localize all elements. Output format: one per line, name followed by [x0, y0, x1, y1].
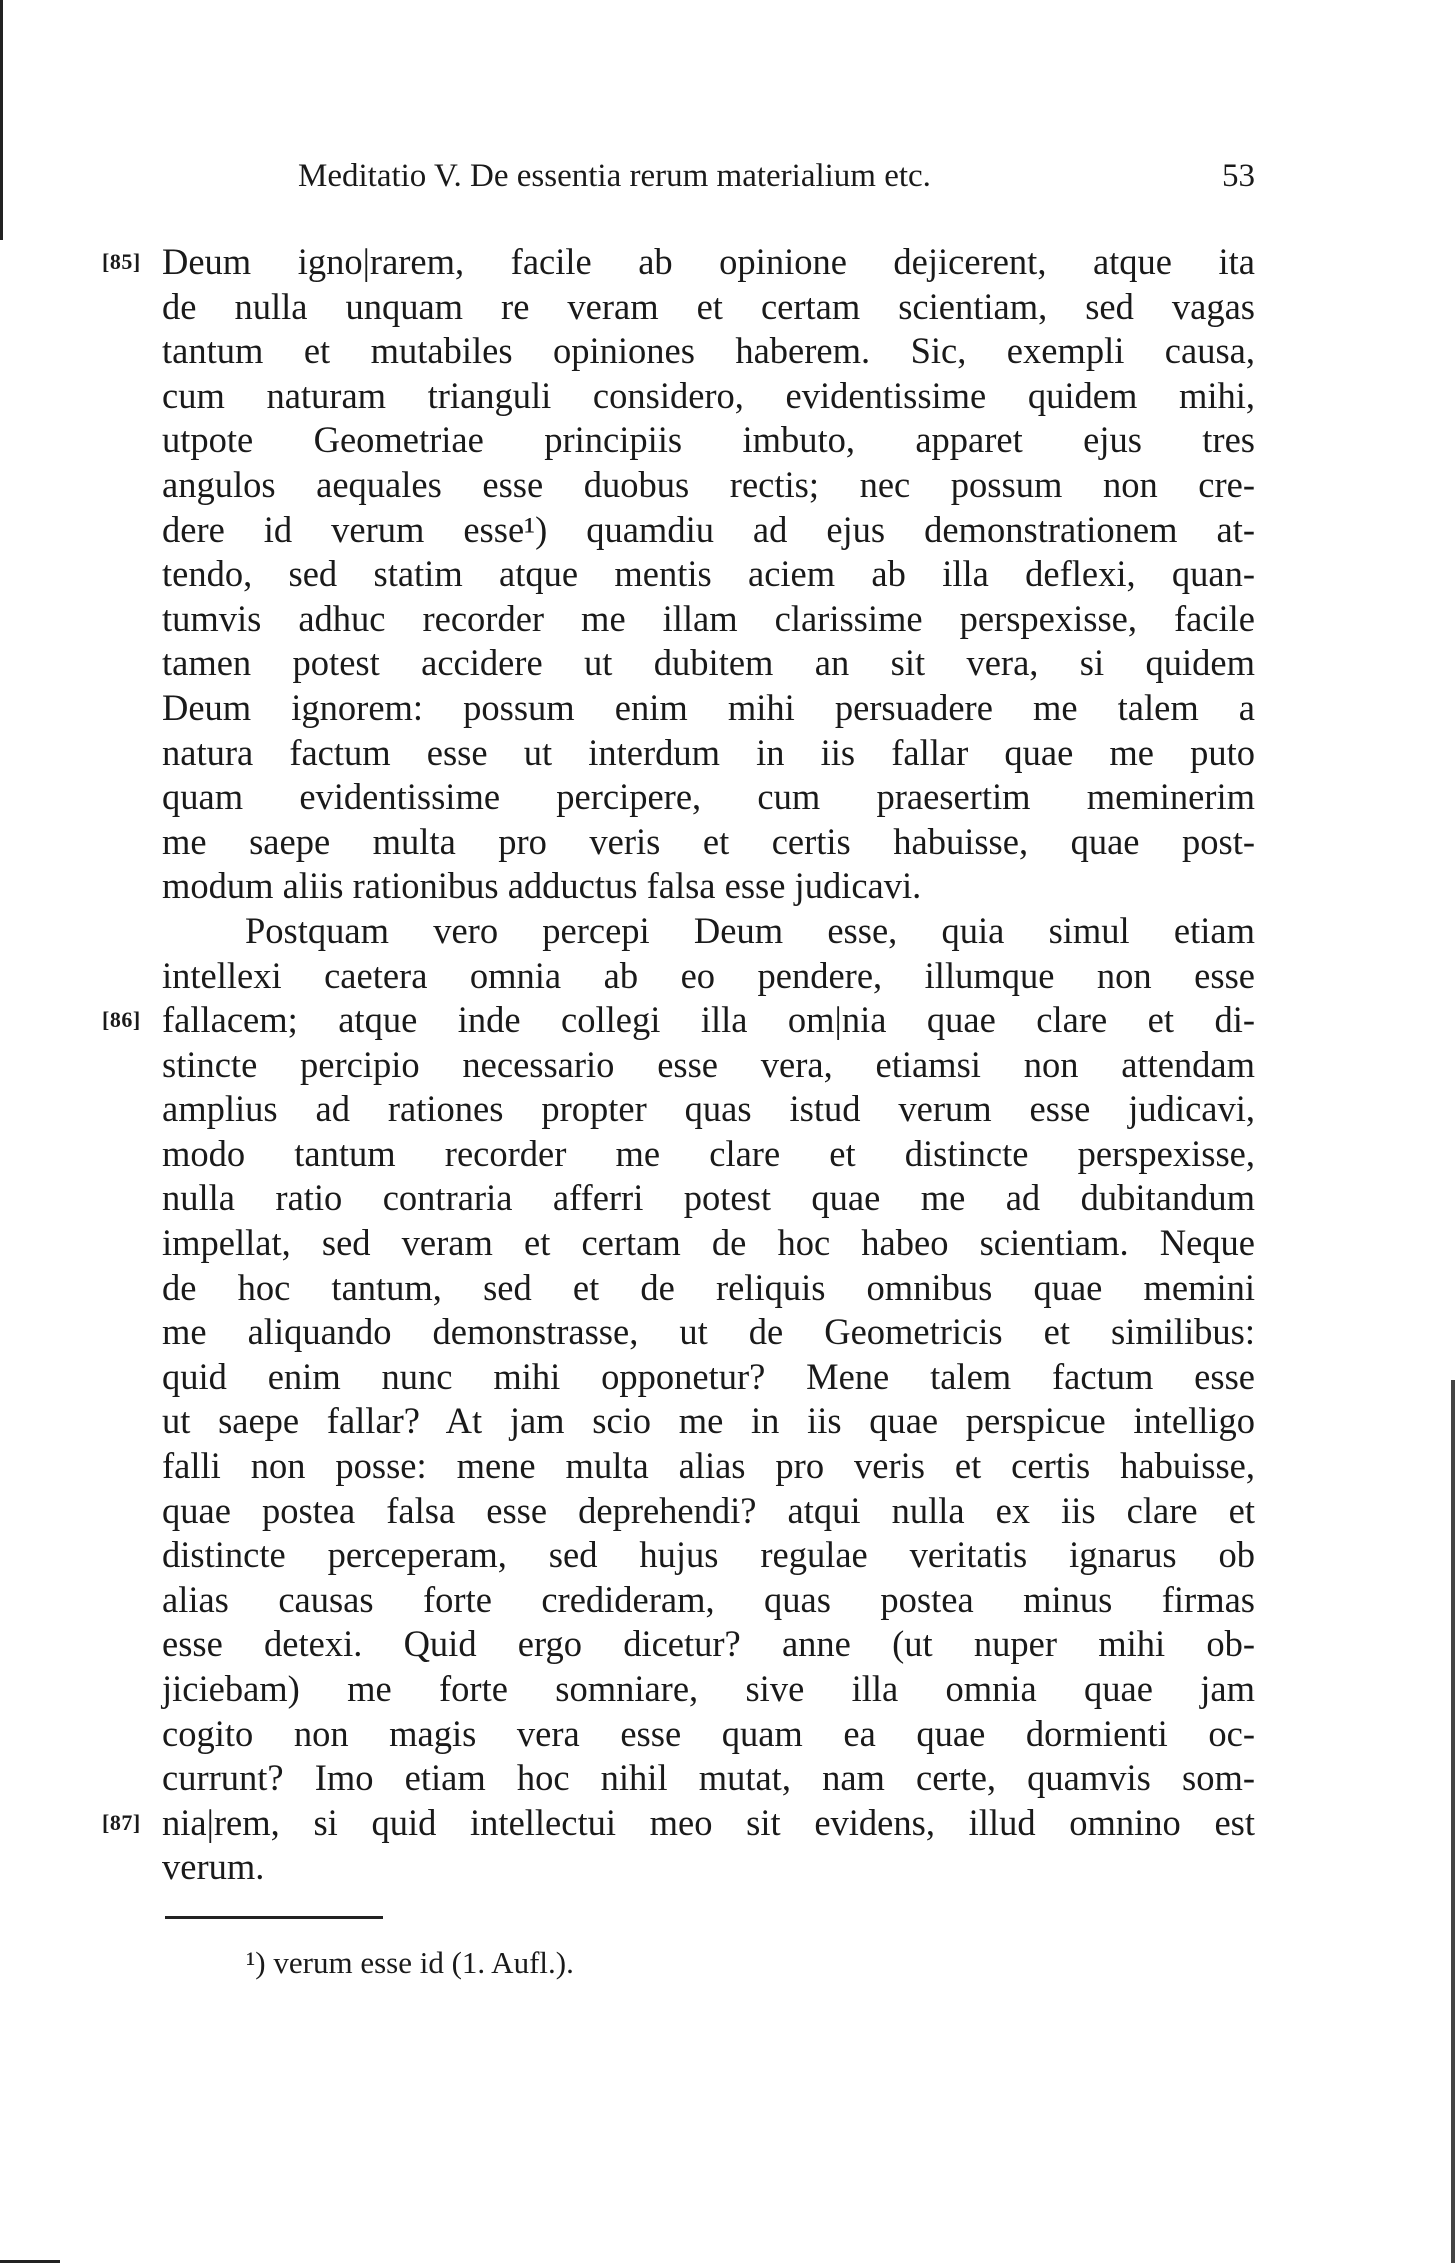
line-text: nia|rem, si quid intellectui meo sit evidens, illud omnino est	[162, 1801, 1255, 1843]
line-text: impellat, sed veram et certam de hoc habeo scientiam. Neque	[162, 1222, 1255, 1264]
text-line	[160, 686, 1255, 731]
text-line	[160, 374, 1255, 419]
text-line	[160, 463, 1255, 508]
text-line	[160, 820, 1255, 865]
footnote: ¹) verum esse id (1. Aufl.).	[246, 1945, 574, 1980]
line-text: jiciebam) me forte somniare, sive illa omnia quae jam	[162, 1668, 1255, 1709]
line-text: tendo, sed statim atque mentis aciem ab illa deflexi, quan-	[162, 553, 1255, 595]
text-line	[160, 1221, 1255, 1266]
text-line	[160, 1043, 1255, 1088]
line-text: tantum et mutabiles opiniones haberem. Sic, exempli causa,	[162, 330, 1255, 372]
text-line	[160, 1756, 1255, 1801]
line-text: falli non posse: mene multa alias pro veris et certis habuisse,	[162, 1445, 1255, 1487]
line-text: natura factum esse ut interdum in iis fallar quae me puto	[162, 731, 1255, 773]
line-text: currunt? Imo etiam hoc nihil mutat, nam certe, quamvis som-	[162, 1757, 1255, 1799]
text-line	[160, 1667, 1255, 1712]
text-line	[160, 1578, 1255, 1623]
text-line	[160, 1087, 1255, 1132]
text-line	[160, 1310, 1255, 1355]
line-text: verum.	[162, 1846, 265, 1888]
text-line	[160, 731, 1255, 776]
marginal-reference: [87]	[102, 1809, 141, 1835]
text-line	[160, 1399, 1255, 1444]
text-line	[160, 1355, 1255, 1400]
text-line	[160, 418, 1255, 463]
line-text: cogito non magis vera esse quam ea quae dormienti oc-	[162, 1712, 1255, 1754]
line-text: stincte percipio necessario esse vera, etiamsi non attendam	[162, 1043, 1255, 1085]
page-edge-left	[0, 0, 3, 240]
line-text: alias causas forte credideram, quas postea minus firmas	[162, 1578, 1255, 1620]
line-text: angulos aequales esse duobus rectis; nec possum non cre-	[162, 463, 1255, 505]
line-text: me aliquando demonstrasse, ut de Geometricis et similibus:	[162, 1311, 1255, 1353]
text-line	[160, 1444, 1255, 1489]
line-text: Postquam vero percepi Deum esse, quia simul etiam	[245, 909, 1255, 951]
running-title: Meditatio V. De essentia rerum materialium etc.	[298, 158, 931, 194]
body-text	[102, 240, 1255, 1890]
text-line	[160, 1132, 1255, 1177]
line-text: de nulla unquam re veram et certam scientiam, sed vagas	[162, 285, 1255, 327]
line-text: tumvis adhuc recorder me illam clarissime perspexisse, facile	[162, 597, 1255, 639]
text-line	[160, 1712, 1255, 1757]
line-text: quid enim nunc mihi opponetur? Mene talem factum esse	[162, 1355, 1255, 1397]
line-text: utpote Geometriae principiis imbuto, apparet ejus tres	[162, 419, 1255, 461]
line-text: nulla ratio contraria afferri potest quae me ad dubitandum	[162, 1177, 1255, 1219]
line-text: modo tantum recorder me clare et distincte perspexisse,	[162, 1132, 1255, 1174]
marginal-reference: [85]	[102, 249, 141, 274]
line-text: quae postea falsa esse deprehendi? atqui nulla ex iis clare et	[162, 1489, 1255, 1531]
text-line	[102, 998, 1255, 1043]
text-line	[160, 775, 1255, 820]
marginal-reference: [86]	[102, 1007, 141, 1033]
line-text: me saepe multa pro veris et certis habuisse, quae post-	[162, 820, 1255, 862]
text-line	[160, 508, 1255, 553]
line-text: Deum igno|rarem, facile ab opinione dejicerent, atque ita	[162, 241, 1255, 282]
text-line	[160, 1845, 1255, 1890]
text-line	[160, 1266, 1255, 1311]
line-text: dere id verum esse¹) quamdiu ad ejus demonstrationem at-	[162, 508, 1255, 550]
running-head	[298, 158, 1255, 208]
text-line	[160, 1489, 1255, 1534]
line-text: quam evidentissime percipere, cum praesertim meminerim	[162, 776, 1255, 818]
page-edge-right	[1451, 1380, 1455, 2263]
text-line	[160, 641, 1255, 686]
footnote-rule	[165, 1916, 383, 1919]
line-text: de hoc tantum, sed et de reliquis omnibus quae memini	[162, 1266, 1255, 1308]
text-line	[160, 864, 1255, 909]
text-line	[160, 597, 1255, 642]
line-text: Deum ignorem: possum enim mihi persuadere me talem a	[162, 686, 1255, 728]
text-line	[160, 909, 1255, 954]
page-number: 53	[1222, 158, 1255, 194]
text-line	[160, 1622, 1255, 1667]
text-line	[102, 240, 1255, 285]
line-text: cum naturam trianguli considero, evidentissime quidem mihi,	[162, 374, 1255, 416]
text-line	[160, 1533, 1255, 1578]
line-text: amplius ad rationes propter quas istud verum esse judicavi,	[162, 1088, 1255, 1130]
text-line	[160, 1176, 1255, 1221]
line-text: esse detexi. Quid ergo dicetur? anne (ut nuper mihi ob-	[162, 1623, 1255, 1665]
text-line	[160, 552, 1255, 597]
text-line	[160, 285, 1255, 330]
text-line	[102, 1801, 1255, 1846]
text-line	[160, 954, 1255, 999]
line-text: fallacem; atque inde collegi illa om|nia quae clare et di-	[162, 999, 1255, 1041]
line-text: modum aliis rationibus adductus falsa esse judicavi.	[162, 865, 922, 907]
line-text: distincte perceperam, sed hujus regulae veritatis ignarus ob	[162, 1534, 1255, 1576]
line-text: tamen potest accidere ut dubitem an sit vera, si quidem	[162, 642, 1255, 684]
line-text: ut saepe fallar? At jam scio me in iis quae perspicue intelligo	[162, 1400, 1255, 1442]
text-line	[160, 329, 1255, 374]
line-text: intellexi caetera omnia ab eo pendere, illumque non esse	[162, 954, 1255, 996]
